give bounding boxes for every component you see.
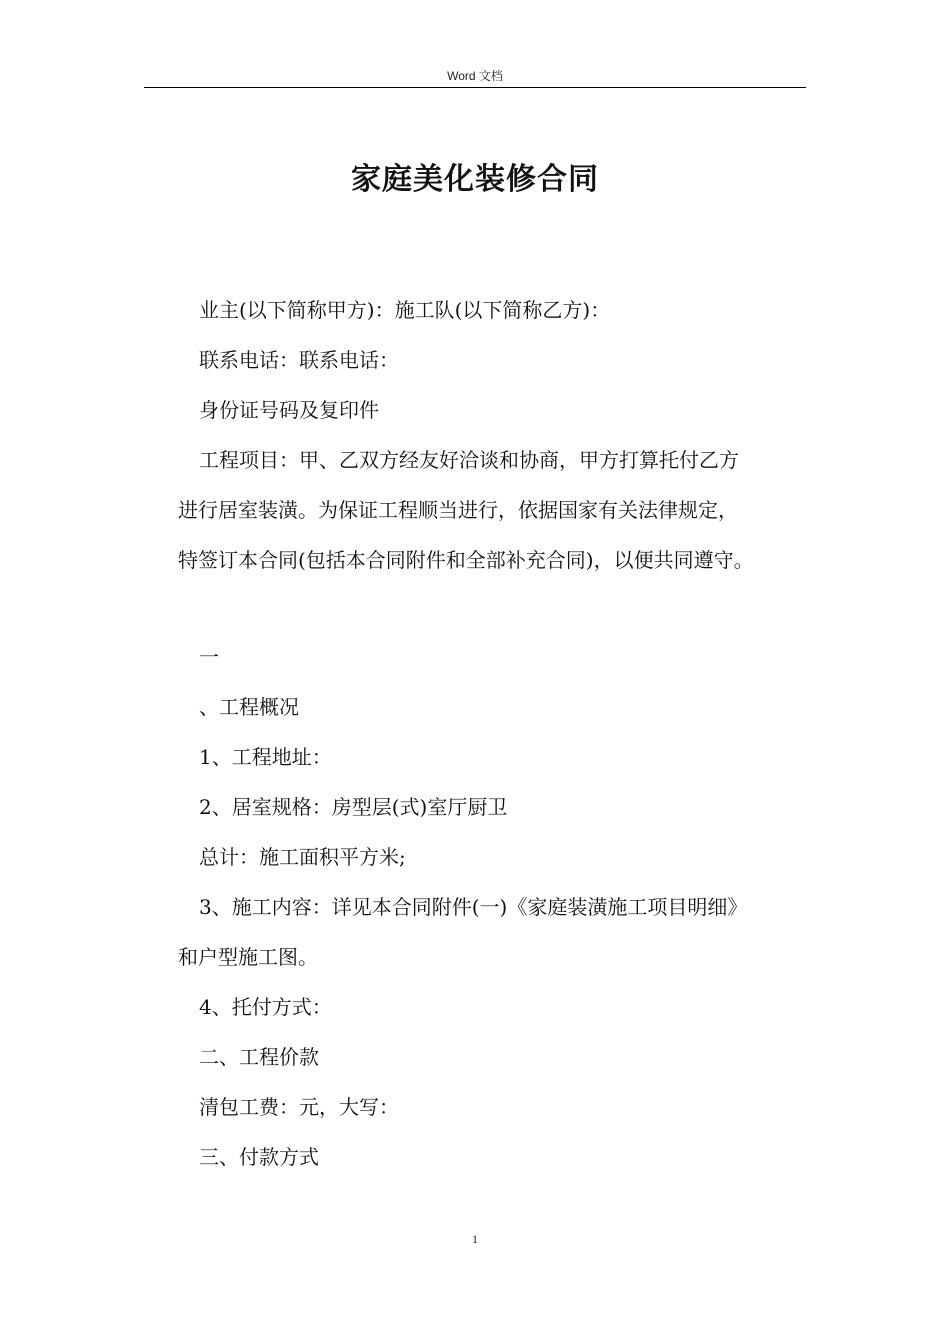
paragraph-parties <box>178 285 810 335</box>
paragraph-line: 工程项目：甲、乙双方经友好洽谈和协商，甲方打算托付乙方 <box>199 448 739 472</box>
paragraph-line: 和户型施工图。 <box>178 945 318 969</box>
paragraph-line: 联系电话：联系电话： <box>199 348 399 372</box>
paragraph-id-card <box>178 385 810 435</box>
paragraph-line: 1、工程地址： <box>199 745 332 769</box>
paragraph-line: 3、施工内容：详见本合同附件(一)《家庭装潢施工项目明细》 <box>199 895 748 919</box>
paragraph-line: 、工程概况 <box>199 695 299 719</box>
paragraph-line: 三、付款方式 <box>199 1145 319 1169</box>
page-header: Word 文档 <box>447 69 503 83</box>
section-heading-payment <box>178 1132 810 1182</box>
item-address <box>178 732 810 782</box>
paragraph-line: 进行居室装潢。为保证工程顺当进行，依据国家有关法律规定， <box>178 498 738 522</box>
paragraph-phone <box>178 335 810 385</box>
item-labor-fee <box>178 1082 810 1132</box>
paragraph-line: 身份证号码及复印件 <box>199 398 379 422</box>
paragraph-line: 4、托付方式： <box>199 995 332 1019</box>
item-total-area <box>178 832 810 882</box>
section-heading-overview <box>178 682 810 732</box>
paragraph-line: 一 <box>199 645 219 669</box>
header-divider <box>144 87 806 88</box>
item-scope <box>178 882 810 982</box>
paragraph-line: 业主(以下简称甲方)：施工队(以下简称乙方)： <box>199 298 611 322</box>
paragraph-line: 二、工程价款 <box>199 1045 319 1069</box>
paragraph-project <box>178 435 810 585</box>
section-heading-one <box>178 632 810 682</box>
item-room-spec <box>178 782 810 832</box>
section-heading-price <box>178 1032 810 1082</box>
document-title: 家庭美化装修合同 <box>351 162 599 197</box>
paragraph-gap <box>178 585 810 632</box>
item-delegation <box>178 982 810 1032</box>
paragraph-line: 总计：施工面积平方米; <box>199 845 406 869</box>
paragraph-line: 清包工费：元，大写： <box>199 1095 399 1119</box>
page-number: 1 <box>472 1232 478 1246</box>
paragraph-line: 2、居室规格：房型层(式)室厅厨卫 <box>199 795 508 819</box>
paragraph-line: 特签订本合同(包括本合同附件和全部补充合同)，以便共同遵守。 <box>178 548 754 572</box>
document-body <box>178 285 810 1182</box>
